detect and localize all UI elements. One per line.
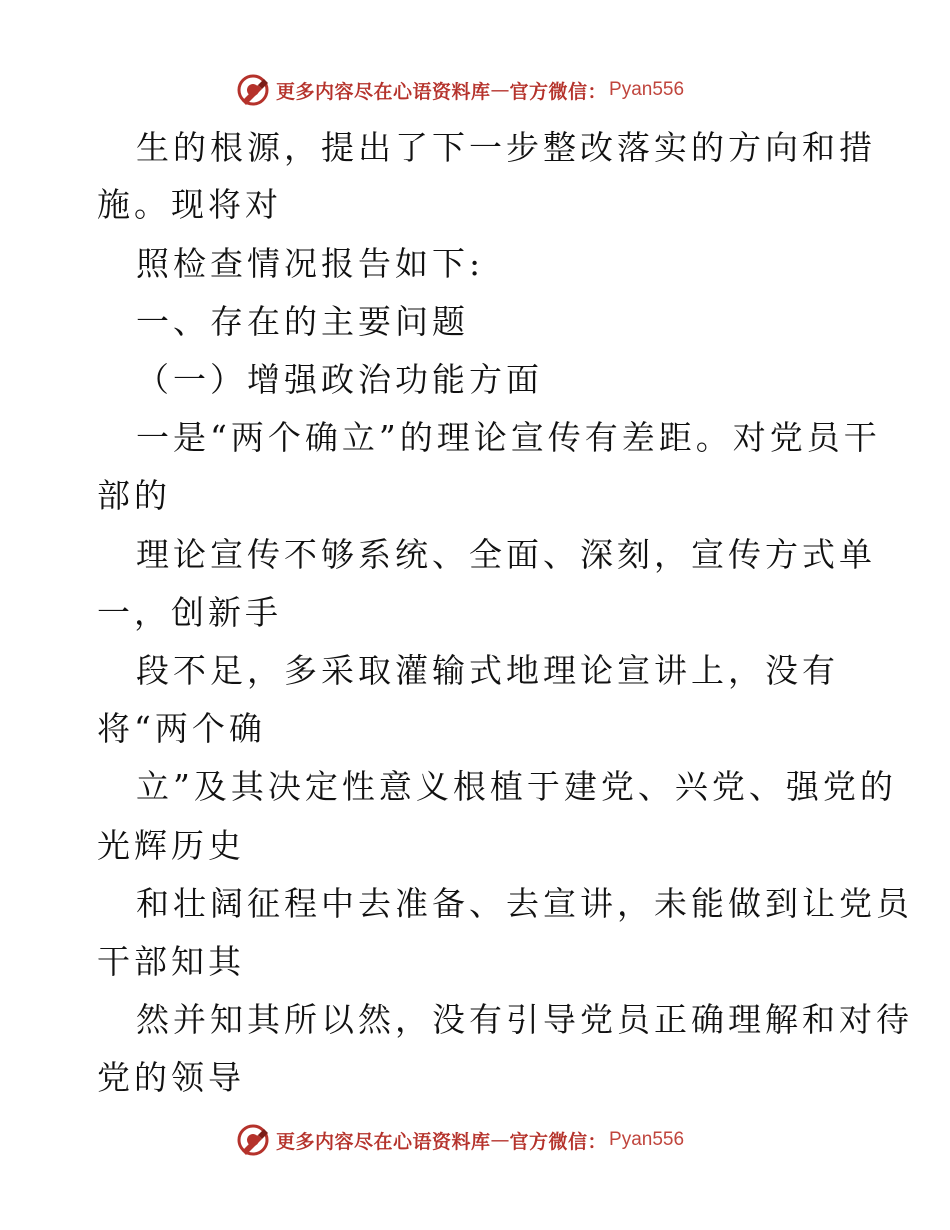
section-heading: 一、存在的主要问题 [136,302,469,341]
body-line: 照检查情况报告如下: [136,244,485,283]
body-line: 一是“两个确立”的理论宣传有差距。对党员干 [136,418,881,457]
header-watermark [236,72,684,108]
watermark-official-label: 官方微信： [509,1130,608,1153]
watermark-separator: — [490,79,510,101]
watermark-separator: — [490,1129,510,1151]
watermark-official-label: 官方微信： [509,80,608,103]
body-line: 段不足，多采取灌输式地理论宣讲上，没有 [136,651,839,690]
body-line: 立”及其决定性意义根植于建党、兴党、强党的 [136,767,897,806]
body-line: 施。现将对 [97,185,282,224]
footer-watermark [236,1122,684,1158]
pen-seal-icon [236,73,270,107]
body-line: 理论宣传不够系统、全面、深刻，宣传方式单 [136,535,876,574]
body-line: 和壮阔征程中去准备、去宣讲，未能做到让党员 [136,884,913,923]
body-line: 然并知其所以然，没有引导党员正确理解和对待 [136,1000,913,1039]
subsection-heading: （一）增强政治功能方面 [136,360,543,399]
body-line: 部的 [97,476,171,515]
body-line: 党的领导 [97,1058,245,1097]
body-line: 干部知其 [97,942,245,981]
watermark-text: 更多内容尽在心语资料库 [276,1130,491,1153]
watermark-wechat-id: Pyan556 [609,1129,685,1150]
body-line: 光辉历史 [97,826,245,865]
body-line: 将“两个确 [97,709,266,748]
body-line: 一，创新手 [97,593,282,632]
watermark-text: 更多内容尽在心语资料库 [276,80,491,103]
body-line: 生的根源，提出了下一步整改落实的方向和措 [136,128,876,167]
watermark-wechat-id: Pyan556 [609,79,685,100]
pen-seal-icon [236,1123,270,1157]
